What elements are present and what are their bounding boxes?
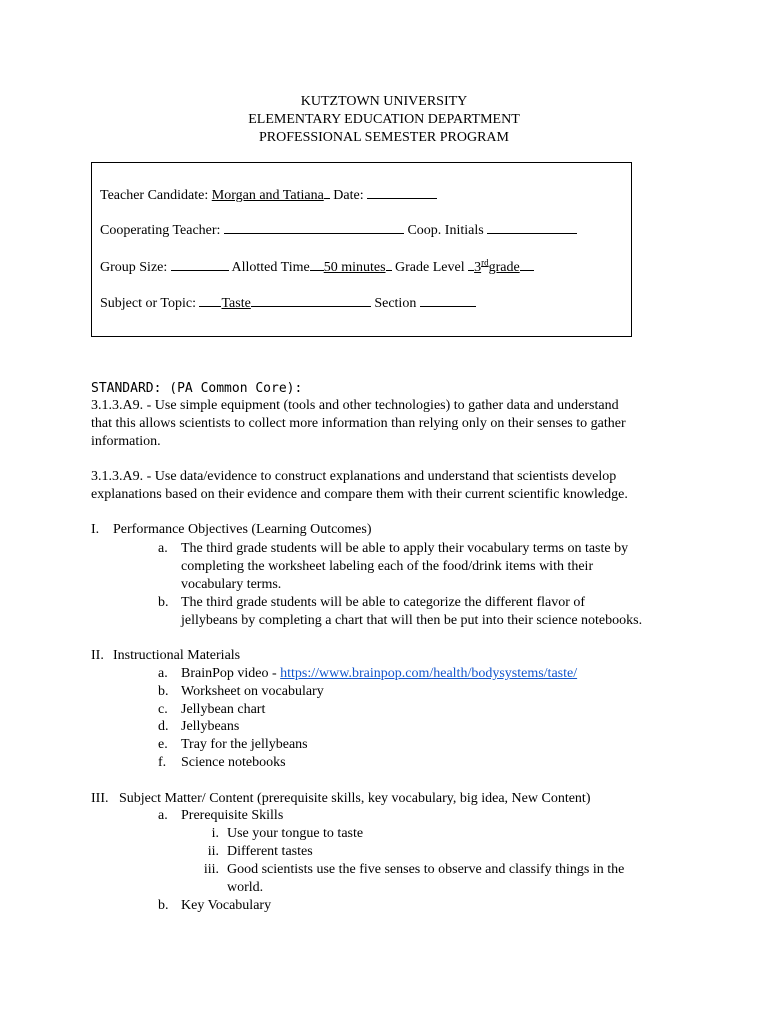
material-e: Tray for the jellybeans [181, 737, 308, 752]
teacher-candidate-value: Morgan and Tatiana [211, 188, 324, 203]
coop-initials-blank [487, 221, 577, 234]
subject-post-blank [251, 294, 371, 307]
section-1-a-line-2: completing the worksheet labeling each of the food/drink items with their [181, 559, 594, 574]
section-1-b-marker: b. [158, 595, 169, 610]
section-1-number: I. [91, 522, 100, 537]
material-a-marker: a. [158, 666, 168, 681]
header-program: PROFESSIONAL SEMESTER PROGRAM [259, 130, 509, 145]
subject-value: Taste [221, 296, 251, 311]
standard-heading: STANDARD: (PA Common Core): [91, 381, 303, 396]
allotted-time-value: 50 minutes [323, 260, 386, 275]
cooperating-teacher-row [100, 221, 577, 240]
section-2-number: II. [91, 648, 104, 663]
teacher-candidate-label: Teacher Candidate: [100, 188, 209, 203]
material-e-marker: e. [158, 737, 168, 752]
teacher-blank [324, 186, 330, 199]
section-3-b-marker: b. [158, 898, 169, 913]
allotted-time-pre-blank [310, 258, 324, 271]
subject-label: Subject or Topic: [100, 296, 196, 311]
grade-level-word: grade [488, 260, 520, 275]
section-1-title: Performance Objectives (Learning Outcomes) [113, 522, 372, 537]
standard-1-line-1: 3.1.3.A9. - Use simple equipment (tools and other technologies) to gather data and understand [91, 398, 619, 413]
allotted-time-post-blank [386, 258, 392, 271]
standard-2-line-1: 3.1.3.A9. - Use data/evidence to construct explanations and understand that scientists develop [91, 469, 617, 484]
grade-level-num: 3 [474, 260, 482, 275]
skill-ii: Different tastes [227, 844, 313, 859]
group-size-row [100, 258, 534, 277]
grade-level-sup: rd [481, 257, 489, 268]
material-b-marker: b. [158, 684, 169, 699]
cooperating-teacher-label: Cooperating Teacher: [100, 223, 221, 238]
group-size-blank [171, 258, 229, 271]
material-d-marker: d. [158, 719, 169, 734]
date-label: Date: [333, 188, 364, 203]
allotted-time-label: Allotted Time [231, 260, 310, 275]
grade-level-label: Grade Level [395, 260, 465, 275]
subject-row [100, 294, 476, 313]
standard-1-line-3: information. [91, 434, 161, 449]
standard-2-line-2: explanations based on their evidence and compare them with their current scientific knowledge. [91, 487, 628, 502]
coop-initials-label: Coop. Initials [407, 223, 484, 238]
brainpop-link[interactable]: https://www.brainpop.com/health/bodysystems/taste/ [280, 666, 578, 681]
grade-level-post-blank [520, 258, 534, 271]
skill-i-marker: i. [211, 826, 219, 841]
material-f: Science notebooks [181, 755, 286, 770]
section-1-a-marker: a. [158, 541, 168, 556]
skill-iii-cont: world. [227, 880, 264, 895]
material-a-text: BrainPop video - [181, 666, 281, 681]
section-1-b-line-2: jellybeans by completing a chart that will then be put into their science notebooks. [181, 613, 643, 628]
material-f-marker: f. [158, 755, 167, 770]
header-university: KUTZTOWN UNIVERSITY [300, 94, 468, 109]
group-size-label: Group Size: [100, 260, 168, 275]
section-1-a-line-3: vocabulary terms. [181, 577, 282, 592]
skill-ii-marker: ii. [207, 844, 219, 859]
date-blank [367, 186, 437, 199]
material-c-marker: c. [158, 702, 168, 717]
skill-i: Use your tongue to taste [227, 826, 364, 841]
section-3-a-marker: a. [158, 808, 168, 823]
standard-1-line-2: that this allows scientists to collect more information than relying only on their senses to gather [91, 416, 626, 431]
material-c: Jellybean chart [181, 702, 266, 717]
material-d: Jellybeans [181, 719, 240, 734]
section-label: Section [374, 296, 417, 311]
section-1-a-line-1: The third grade students will be able to apply their vocabulary terms on taste by [181, 541, 629, 556]
material-b: Worksheet on vocabulary [181, 684, 324, 699]
section-3-title: Subject Matter/ Content (prerequisite skills, key vocabulary, big idea, New Content) [119, 791, 591, 806]
skill-iii-marker: iii. [203, 862, 219, 877]
section-3-b-title: Key Vocabulary [181, 898, 272, 913]
skill-iii: Good scientists use the five senses to observe and classify things in the [227, 862, 625, 877]
cooperating-teacher-blank [224, 221, 404, 234]
subject-pre-blank [199, 294, 221, 307]
header-department: ELEMENTARY EDUCATION DEPARTMENT [248, 112, 520, 127]
section-1-b-line-1: The third grade students will be able to categorize the different flavor of [181, 595, 586, 610]
teacher-candidate-row [100, 186, 437, 205]
material-a [181, 665, 577, 683]
section-3-number: III. [91, 791, 109, 806]
section-2-title: Instructional Materials [113, 648, 241, 663]
section-blank [420, 294, 476, 307]
section-3-a-title: Prerequisite Skills [181, 808, 284, 823]
